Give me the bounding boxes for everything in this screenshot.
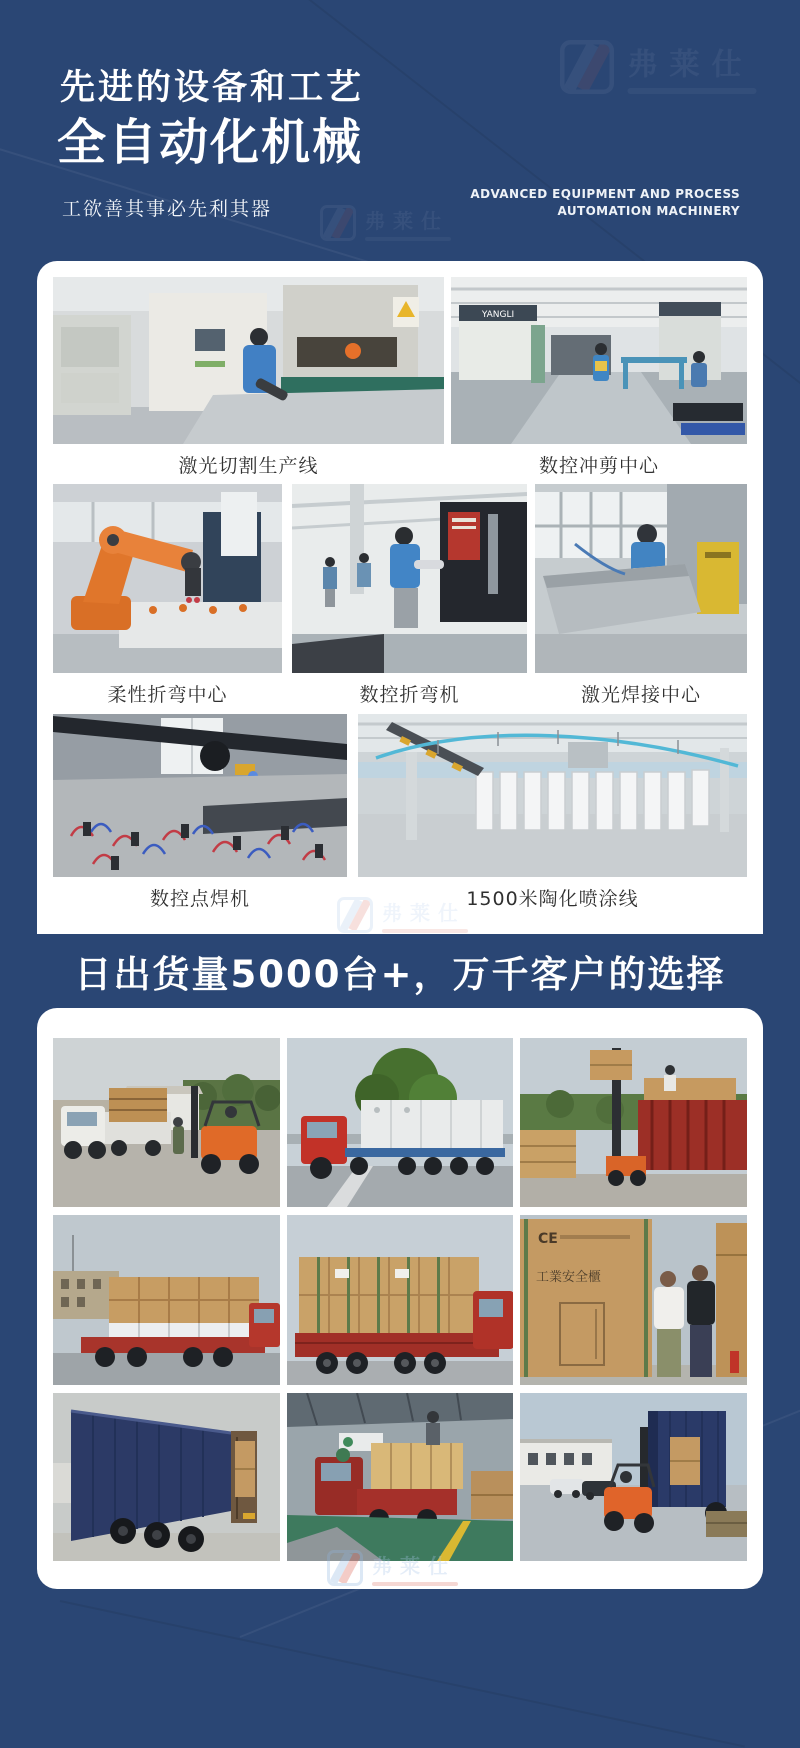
photo-safety-cabinet-boxes-workers: [520, 1215, 747, 1385]
photo-cnc-bending-machine: [292, 484, 527, 673]
shipping-banner: [0, 934, 800, 1008]
header-title-line2: 全自动化机械: [57, 114, 364, 171]
svg-text:工業安全櫃: 工業安全櫃: [536, 1270, 602, 1285]
photo-red-truck-cardboard-load: [53, 1215, 280, 1385]
photo-flexible-bending-center: [53, 484, 282, 673]
caption-laser-welding-center: 激光焊接中心: [580, 684, 701, 706]
brand-watermark: [337, 897, 468, 933]
brand-watermark: [327, 1550, 458, 1586]
caption-laser-cutting-line: 激光切割生产线: [178, 454, 319, 477]
photo-ceramic-spraying-line: [358, 714, 747, 877]
photo-red-truck-loaded-boxes-side: [287, 1215, 513, 1385]
brand-logo-icon: [560, 40, 614, 94]
equipment-card: [37, 261, 763, 934]
brand-watermark: [320, 205, 451, 241]
brand-watermark: [560, 40, 757, 94]
caption-cnc-spot-welder: 数控点焊机: [149, 887, 250, 910]
shipping-card: [37, 1008, 763, 1589]
brand-name: 弗莱仕: [372, 1554, 456, 1578]
brand-logo-icon: [320, 205, 356, 241]
photo-forklift-unloading-blue-truck: [520, 1393, 747, 1561]
brand-name: 弗莱仕: [382, 901, 466, 925]
brand-logo-icon: [327, 1550, 363, 1586]
header-subtitle: 工欲善其事必先利其器: [62, 198, 273, 220]
brand-name: 弗莱仕: [365, 209, 449, 233]
header-english-line2: AUTOMATION MACHINERY: [557, 204, 740, 218]
photo-cnc-spot-welder: [53, 714, 347, 877]
svg-text:YANGLI: YANGLI: [481, 310, 515, 320]
header-english-line1: ADVANCED EQUIPMENT AND PROCESS: [470, 187, 740, 201]
photo-laser-cutting-line: [53, 277, 444, 444]
header-title-line1: 先进的设备和工艺: [60, 68, 365, 108]
brand-logo-icon: [337, 897, 373, 933]
svg-text:CE: CE: [538, 1231, 558, 1247]
caption-flexible-bending-center: 柔性折弯中心: [107, 684, 228, 706]
caption-cnc-bending-machine: 数控折弯机: [359, 684, 460, 706]
caption-ceramic-spraying-line: 1500米陶化喷涂线: [466, 887, 639, 910]
photo-cnc-punching-center: [451, 277, 747, 444]
bg-diagonal-line: [60, 1600, 745, 1747]
caption-cnc-punching-center: 数控冲剪中心: [538, 454, 659, 477]
shipping-banner-text: 日出货量5000台+，万千客户的选择: [74, 953, 726, 996]
photo-forklift-loading-stake-truck: [520, 1038, 747, 1207]
photo-red-flatbed-container-truck: [287, 1038, 513, 1207]
photo-blue-container-truck: [53, 1393, 280, 1561]
header-english-caption: [470, 186, 740, 220]
brand-name: 弗莱仕: [627, 46, 754, 82]
photo-red-box-truck-warehouse: [287, 1393, 513, 1561]
photo-laser-welding-center: [535, 484, 747, 673]
photo-forklift-loading-white-truck: [53, 1038, 280, 1207]
